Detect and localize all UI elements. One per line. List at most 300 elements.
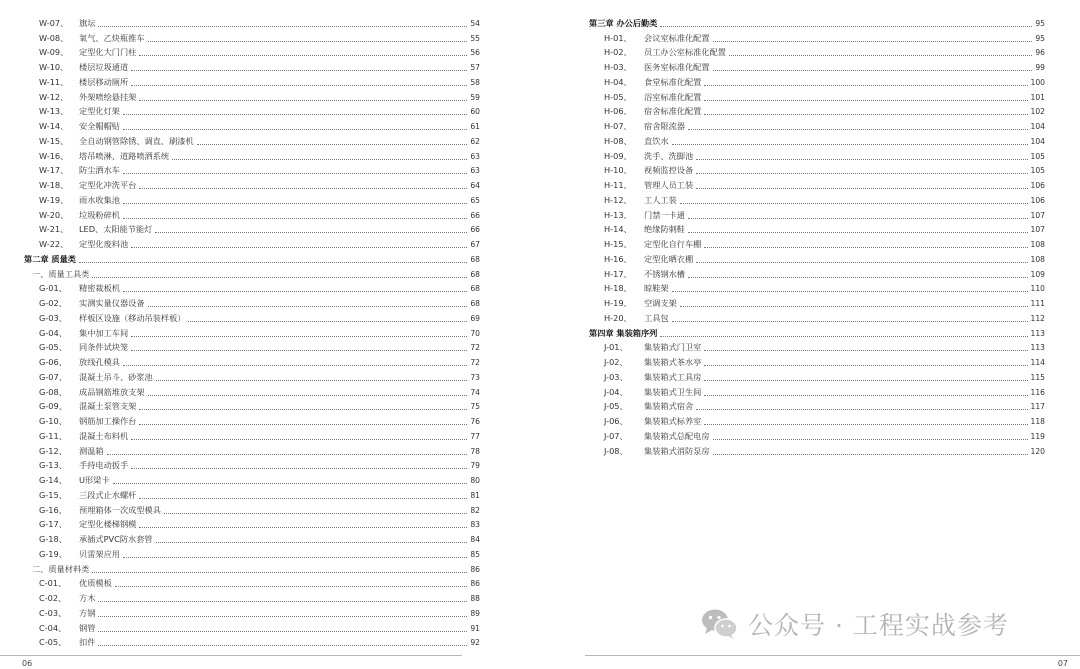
entry-code: J-06、 [604, 416, 628, 426]
toc-item-row [24, 545, 480, 560]
entry-code: W-16、 [39, 150, 69, 161]
dot-leader [123, 114, 467, 115]
toc-item-row [589, 368, 1045, 383]
entry-code: W-19、 [39, 194, 69, 205]
dot-leader [92, 277, 467, 278]
entry-title: 定型化冲洗平台 [79, 180, 137, 190]
entry-page-number: 66 [470, 210, 480, 220]
entry-page-number: 95 [1035, 33, 1045, 43]
entry-title: 洗手、洗脚池 [644, 150, 694, 161]
entry-code: G-07、 [39, 371, 67, 382]
entry-code: H-05、 [604, 91, 632, 102]
entry-page-number: 113 [1030, 328, 1045, 338]
toc-item-row [589, 88, 1045, 103]
entry-title: 测温箱 [79, 445, 104, 456]
entry-page-number: 68 [470, 284, 480, 294]
dot-leader [148, 306, 468, 307]
entry-code: J-08、 [604, 445, 628, 456]
entry-page-number: 107 [1030, 225, 1045, 235]
toc-item-row [589, 176, 1045, 191]
entry-page-number: 96 [1035, 48, 1045, 58]
entry-page-number: 104 [1030, 136, 1045, 146]
right-page [540, 0, 1080, 669]
entry-code: C-05、 [39, 637, 67, 648]
entry-page-number: 81 [470, 490, 480, 500]
entry-title: 门禁一卡通 [644, 209, 685, 220]
toc-item-row [589, 191, 1045, 206]
entry-page-number: 111 [1030, 299, 1045, 308]
entry-code: H-18、 [604, 283, 632, 294]
toc-item-row [589, 427, 1045, 442]
entry-title: 集装箱式标养室 [644, 416, 702, 426]
dot-leader [704, 350, 1027, 351]
entry-title: 集中加工车间 [79, 327, 129, 338]
entry-title: 第二章 质量类 [24, 253, 76, 264]
toc-item-row [24, 88, 480, 103]
entry-title: 塔吊喷淋、道路喷洒系统 [79, 150, 170, 161]
dot-leader [139, 55, 467, 56]
entry-title: 宿舍标准化配置 [644, 106, 702, 117]
entry-title: 混凝土布料机 [79, 430, 129, 441]
dot-leader [131, 247, 467, 248]
entry-code: G-02、 [39, 298, 67, 308]
entry-page-number: 65 [470, 195, 480, 205]
dot-leader [131, 468, 467, 469]
toc-item-row [589, 73, 1045, 88]
entry-page-number: 85 [470, 549, 480, 559]
dot-leader [704, 100, 1027, 101]
toc-item-row [589, 280, 1045, 295]
entry-code: H-14、 [604, 224, 632, 235]
dot-leader [139, 409, 467, 410]
entry-page-number: 68 [470, 254, 480, 264]
dot-leader [704, 85, 1027, 86]
entry-page-number: 110 [1030, 284, 1045, 294]
dot-leader [704, 365, 1027, 366]
entry-code: J-03、 [604, 371, 628, 382]
entry-page-number: 86 [470, 564, 480, 574]
toc-item-row [24, 324, 480, 339]
toc-item-row [24, 29, 480, 44]
dot-leader [713, 454, 1028, 455]
entry-page-number: 84 [470, 535, 480, 544]
toc-item-row [24, 589, 480, 604]
entry-title: LED、太阳能节能灯 [79, 224, 153, 235]
entry-page-number: 74 [470, 387, 480, 397]
dot-leader [713, 70, 1033, 71]
toc-item-row [589, 147, 1045, 162]
toc-item-row [589, 294, 1045, 309]
dot-leader [704, 380, 1027, 381]
dot-leader [98, 645, 467, 646]
toc-item-row [589, 103, 1045, 118]
entry-title: 集装箱式工具房 [644, 371, 702, 382]
entry-title: 放线孔模具 [79, 357, 120, 367]
entry-code: H-09、 [604, 150, 632, 161]
entry-title: 集装箱式卫生间 [644, 386, 702, 397]
entry-title: 定型化大门门柱 [79, 47, 137, 58]
dot-leader [672, 291, 1028, 292]
entry-title: 会议室标准化配置 [644, 32, 710, 43]
toc-item-row [24, 73, 480, 88]
dot-leader [139, 100, 467, 101]
toc-item-row [24, 235, 480, 250]
entry-title: 成品钢筋堆放支架 [79, 386, 145, 397]
dot-leader [704, 395, 1027, 396]
dot-leader [188, 321, 467, 322]
entry-code: H-19、 [604, 298, 632, 308]
dot-leader [680, 203, 1028, 204]
dot-leader [123, 291, 467, 292]
entry-page-number: 109 [1030, 269, 1045, 279]
entry-page-number: 64 [470, 181, 480, 190]
entry-title: 医务室标准化配置 [644, 62, 710, 72]
entry-code: J-04、 [604, 386, 628, 397]
entry-page-number: 104 [1030, 122, 1045, 131]
entry-code: C-01、 [39, 578, 67, 589]
entry-title: 三段式止水螺杆 [79, 489, 137, 500]
toc-item-row [24, 221, 480, 236]
entry-title: 楼层移动厕所 [79, 76, 129, 87]
entry-title: 钢筋加工操作台 [79, 416, 137, 426]
dot-leader [131, 350, 467, 351]
toc-item-row [24, 58, 480, 73]
entry-code: G-11、 [39, 430, 67, 441]
entry-page-number: 66 [470, 225, 480, 235]
toc-section-row [24, 560, 480, 575]
toc-item-row [24, 280, 480, 295]
dot-leader [156, 542, 468, 543]
toc-item-row [24, 516, 480, 531]
toc-item-row [24, 294, 480, 309]
toc-item-row [589, 442, 1045, 457]
dot-leader [123, 218, 467, 219]
entry-page-number: 118 [1030, 417, 1045, 426]
entry-page-number: 117 [1030, 402, 1045, 412]
toc-item-row [24, 501, 480, 516]
entry-page-number: 73 [470, 372, 480, 382]
dot-leader [92, 572, 467, 573]
entry-title: 工具包 [644, 312, 669, 323]
entry-page-number: 68 [470, 269, 480, 279]
dot-leader [172, 159, 467, 160]
page-number-right: 07 [1057, 659, 1068, 668]
entry-page-number: 105 [1030, 151, 1045, 161]
entry-title: 实测实量仪器设备 [79, 298, 145, 308]
dot-leader [139, 527, 467, 528]
entry-title: 旗坛 [79, 17, 96, 28]
toc-item-row [24, 604, 480, 619]
toc-item-row [24, 191, 480, 206]
toc-item-row [24, 412, 480, 427]
dot-leader [660, 336, 1027, 337]
dot-leader [688, 277, 1028, 278]
entry-title: 员工办公室标准化配置 [644, 47, 726, 58]
entry-code: W-07、 [39, 17, 69, 28]
dot-leader [156, 380, 468, 381]
entry-title: 混凝土吊斗、砂浆池 [79, 371, 153, 382]
dot-leader [704, 114, 1027, 115]
entry-page-number: 60 [470, 107, 480, 117]
entry-title: 空调支架 [644, 298, 677, 308]
entry-page-number: 112 [1030, 313, 1045, 323]
entry-code: G-13、 [39, 460, 67, 471]
entry-page-number: 63 [470, 151, 480, 161]
dot-leader [79, 262, 467, 263]
entry-code: H-16、 [604, 253, 632, 264]
entry-title: 手持电动扳手 [79, 460, 129, 471]
entry-page-number: 80 [470, 476, 480, 485]
entry-page-number: 89 [470, 608, 480, 618]
toc-item-row [589, 44, 1045, 59]
dot-leader [123, 173, 467, 174]
entry-page-number: 120 [1030, 446, 1045, 456]
entry-page-number: 61 [470, 122, 480, 131]
entry-page-number: 67 [470, 240, 480, 249]
entry-code: W-08、 [39, 32, 69, 43]
toc-item-row [589, 309, 1045, 324]
entry-code: G-10、 [39, 416, 67, 426]
toc-item-row [24, 353, 480, 368]
entry-title: 预埋箱体一次成型模具 [79, 504, 161, 515]
dot-leader [713, 439, 1028, 440]
entry-page-number: 86 [470, 579, 480, 589]
entry-code: G-12、 [39, 445, 67, 456]
page-number-left: 06 [22, 659, 33, 668]
entry-code: J-02、 [604, 357, 628, 367]
toc-item-row [24, 427, 480, 442]
entry-code: H-12、 [604, 194, 632, 205]
entry-page-number: 119 [1030, 431, 1045, 441]
entry-title: 管理人员工装 [644, 180, 694, 190]
entry-title: 定型化灯架 [79, 106, 120, 117]
entry-code: H-04、 [604, 76, 632, 87]
entry-title: 定型化自行车棚 [644, 239, 702, 249]
entry-page-number: 57 [470, 63, 480, 72]
toc-item-row [589, 117, 1045, 132]
dot-leader [164, 513, 467, 514]
toc-item-row [589, 221, 1045, 236]
entry-page-number: 79 [470, 461, 480, 471]
toc-item-row [589, 265, 1045, 280]
toc-item-row [24, 309, 480, 324]
toc-chapter-row [24, 250, 480, 265]
dot-leader [197, 144, 468, 145]
entry-code: H-15、 [604, 239, 632, 249]
dot-leader [131, 336, 467, 337]
entry-title: 方钢 [79, 607, 96, 618]
entry-code: C-03、 [39, 607, 67, 618]
entry-title: 宿舍限流器 [644, 121, 685, 131]
entry-title: 方木 [79, 593, 96, 603]
entry-page-number: 77 [470, 431, 480, 441]
entry-code: W-13、 [39, 106, 69, 117]
dot-leader [148, 395, 468, 396]
toc-item-row [24, 339, 480, 354]
dot-leader [688, 218, 1028, 219]
entry-code: H-13、 [604, 209, 632, 220]
entry-code: G-09、 [39, 401, 67, 412]
entry-title: 集装箱式消防泵房 [644, 445, 710, 456]
dot-leader [696, 173, 1027, 174]
dot-leader [672, 144, 1028, 145]
dot-leader [123, 365, 467, 366]
entry-page-number: 88 [470, 594, 480, 603]
entry-title: 同条件试块笼 [79, 342, 129, 353]
toc-list-right [589, 14, 1045, 457]
watermark-text: 公众号 · 工程实战参考 [748, 611, 1009, 640]
entry-code: H-01、 [604, 32, 632, 43]
entry-code: G-05、 [39, 342, 67, 353]
entry-code: J-07、 [604, 430, 628, 441]
toc-item-row [24, 117, 480, 132]
entry-code: W-17、 [39, 165, 69, 176]
entry-code: W-15、 [39, 135, 69, 146]
entry-code: G-06、 [39, 357, 67, 367]
toc-item-row [24, 14, 480, 29]
toc-item-row [24, 457, 480, 472]
entry-page-number: 75 [470, 402, 480, 412]
entry-code: W-09、 [39, 47, 69, 58]
toc-list-left [24, 14, 480, 648]
toc-item-row [24, 442, 480, 457]
toc-item-row [589, 398, 1045, 413]
entry-title: 定型化晒衣棚 [644, 253, 694, 264]
entry-title: 食堂标准化配置 [644, 76, 702, 87]
dot-leader [704, 424, 1027, 425]
dot-leader [131, 439, 467, 440]
entry-page-number: 95 [1035, 18, 1045, 28]
toc-item-row [24, 147, 480, 162]
entry-code: H-17、 [604, 268, 632, 279]
entry-title: 楼层垃圾通道 [79, 62, 129, 72]
dot-leader [155, 232, 467, 233]
entry-code: C-04、 [39, 622, 67, 633]
entry-code: H-20、 [604, 312, 632, 323]
entry-title: 不锈钢水槽 [644, 268, 685, 279]
dot-leader [148, 41, 468, 42]
entry-code: W-21、 [39, 224, 69, 235]
toc-item-row [24, 398, 480, 413]
entry-page-number: 76 [470, 417, 480, 426]
entry-code: H-07、 [604, 121, 632, 131]
entry-title: 精密裁板机 [79, 283, 120, 294]
dot-leader [688, 129, 1028, 130]
toc-item-row [24, 575, 480, 590]
entry-title: 样板区设施（移动吊装样板） [79, 312, 186, 323]
entry-title: 晾鞋架 [644, 283, 669, 294]
dot-leader [139, 188, 467, 189]
entry-code: W-14、 [39, 121, 69, 131]
entry-title: 雨水收集池 [79, 194, 120, 205]
entry-code: H-11、 [604, 180, 632, 190]
toc-item-row [589, 132, 1045, 147]
entry-code: G-19、 [39, 548, 67, 559]
dot-leader [107, 454, 468, 455]
entry-code: H-02、 [604, 47, 632, 58]
dot-leader [696, 409, 1027, 410]
entry-code: W-22、 [39, 239, 69, 249]
entry-title: 扣件 [79, 637, 96, 648]
entry-code: H-03、 [604, 62, 632, 72]
entry-page-number: 62 [470, 136, 480, 146]
entry-title: 浴室标准化配置 [644, 91, 702, 102]
toc-item-row [589, 206, 1045, 221]
entry-code: W-18、 [39, 180, 69, 190]
entry-page-number: 55 [470, 33, 480, 43]
dot-leader [729, 55, 1032, 56]
dot-leader [696, 188, 1027, 189]
dot-leader [696, 159, 1027, 160]
entry-code: G-17、 [39, 519, 67, 530]
entry-code: H-08、 [604, 135, 632, 146]
dot-leader [713, 41, 1033, 42]
dot-leader [660, 26, 1032, 27]
toc-item-row [24, 132, 480, 147]
toc-item-row [24, 206, 480, 221]
entry-code: G-16、 [39, 504, 67, 515]
dot-leader [688, 232, 1028, 233]
entry-page-number: 92 [470, 638, 480, 648]
toc-item-row [24, 619, 480, 634]
entry-code: C-02、 [39, 593, 67, 603]
entry-page-number: 72 [470, 358, 480, 367]
dot-leader [139, 498, 467, 499]
entry-page-number: 54 [470, 18, 480, 28]
toc-item-row [589, 29, 1045, 44]
toc-item-row [589, 58, 1045, 73]
dot-leader [115, 586, 468, 587]
entry-page-number: 113 [1030, 343, 1045, 353]
entry-code: G-08、 [39, 386, 67, 397]
toc-item-row [24, 383, 480, 398]
entry-page-number: 63 [470, 166, 480, 176]
entry-code: G-14、 [39, 475, 67, 485]
entry-title: 第三章 办公后勤类 [589, 17, 658, 28]
entry-page-number: 58 [470, 77, 480, 87]
entry-page-number: 69 [470, 313, 480, 323]
entry-page-number: 91 [470, 623, 480, 633]
entry-title: 贝雷架应用 [79, 548, 120, 559]
entry-title: 集装箱式门卫室 [644, 342, 702, 353]
entry-title: 直饮水 [644, 135, 669, 146]
dot-leader [98, 616, 467, 617]
entry-code: W-12、 [39, 91, 69, 102]
dot-leader [98, 631, 467, 632]
entry-page-number: 108 [1030, 240, 1045, 249]
dot-leader [696, 262, 1027, 263]
entry-title: 绝缘防刺鞋 [644, 224, 685, 235]
entry-code: J-05、 [604, 401, 628, 412]
entry-page-number: 107 [1030, 210, 1045, 220]
entry-page-number: 70 [470, 328, 480, 338]
entry-page-number: 100 [1030, 77, 1045, 87]
watermark [700, 606, 1009, 642]
entry-page-number: 101 [1030, 92, 1045, 102]
entry-title: 集装箱式茶水亭 [644, 357, 702, 367]
footer-rule [0, 655, 462, 656]
entry-code: G-18、 [39, 534, 67, 544]
entry-title: 外架喷绘悬挂架 [79, 91, 137, 102]
entry-page-number: 102 [1030, 107, 1045, 117]
toc-item-row [24, 530, 480, 545]
entry-code: W-11、 [39, 76, 69, 87]
entry-code: J-01、 [604, 342, 628, 353]
toc-item-row [24, 471, 480, 486]
entry-page-number: 108 [1030, 254, 1045, 264]
entry-title: U形梁卡 [79, 475, 110, 485]
entry-page-number: 115 [1030, 372, 1045, 382]
